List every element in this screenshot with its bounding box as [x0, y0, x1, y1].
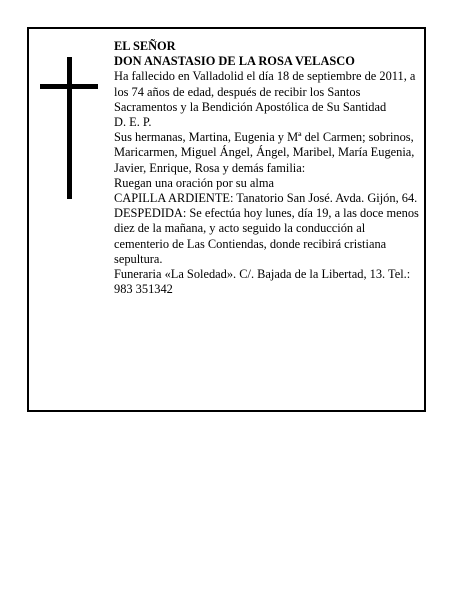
cross-horizontal-bar [40, 84, 98, 89]
family-members: Sus hermanas, Martina, Eugenia y Mª del Carmen; sobrinos, Maricarmen, Miguel Ángel, Ángel, Maribel, María Eugenia, Javier, Enrique, Rosa y demás familia: [114, 130, 415, 175]
deceased-name: DON ANASTASIO DE LA ROSA VELASCO [114, 54, 355, 69]
chapel-info: CAPILLA ARDIENTE: Tanatorio San José. Avda. Gijón, 64. [114, 191, 418, 206]
rip-text: D. E. P. [114, 115, 152, 130]
cross-vertical-bar [67, 57, 72, 199]
cross-icon [40, 57, 98, 199]
death-statement: Ha fallecido en Valladolid el día 18 de septiembre de 2011, a los 74 años de edad, después de recibir los Santos Sacramentos y la Bendición Apostólica de Su Santidad [114, 69, 416, 114]
farewell-info: DESPEDIDA: Se efectúa hoy lunes, día 19, a las doce menos diez de la mañana, y acto seguido la conducción al cementerio de Las Contiendas, donde recibirá cristiana sepultura. [114, 206, 419, 266]
notice-body [114, 39, 420, 297]
prayer-request: Ruegan una oración por su alma [114, 175, 274, 190]
notice-title: EL SEÑOR [114, 39, 176, 53]
obituary-notice [27, 27, 426, 412]
funeral-home-info: Funeraria «La Soledad». C/. Bajada de la Libertad, 13. Tel.: 983 351342 [114, 267, 411, 297]
